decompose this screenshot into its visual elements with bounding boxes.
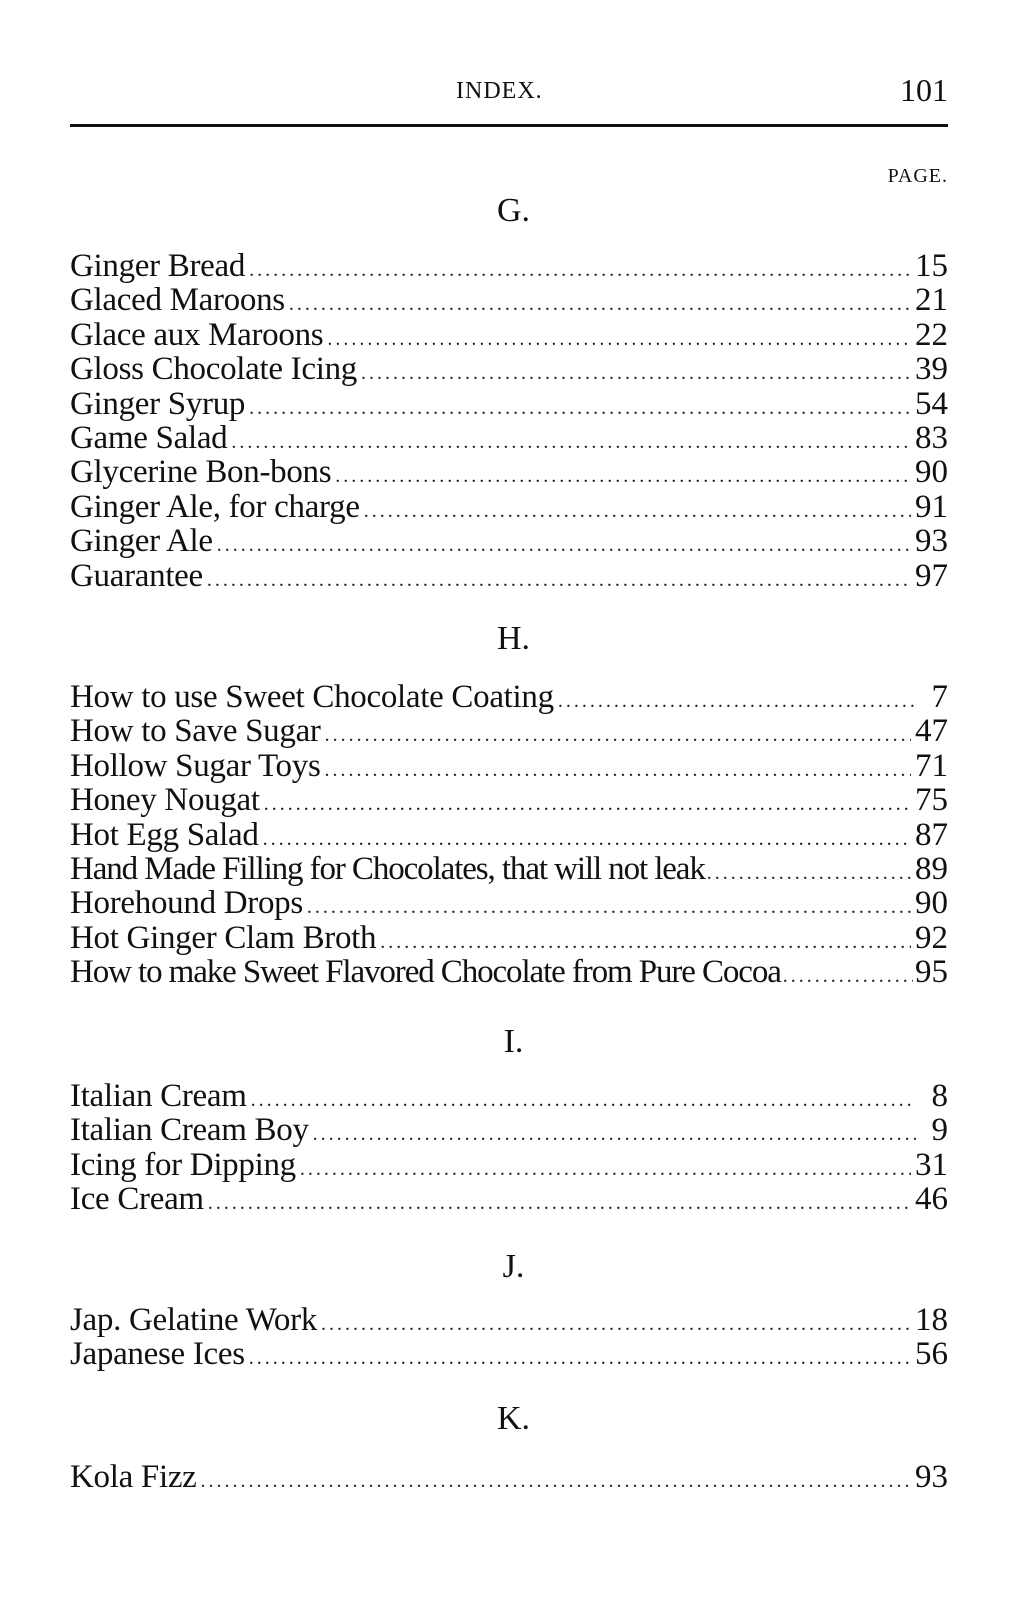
dot-leader [249, 391, 911, 425]
entry-page: 39 [915, 351, 948, 388]
index-entry [70, 714, 948, 748]
dot-leader [783, 959, 913, 993]
entry-page: 21 [915, 282, 948, 319]
section-j-entries [70, 1303, 948, 1372]
dot-leader [201, 1464, 911, 1498]
index-entry [70, 455, 948, 489]
section-h-entries [70, 680, 948, 990]
index-entry [70, 1460, 948, 1494]
index-entry [70, 490, 948, 524]
entry-page: 54 [915, 385, 948, 422]
section-i-entries [70, 1079, 948, 1217]
dot-leader [325, 753, 912, 787]
entry-page: 93 [915, 1459, 948, 1495]
dot-leader [249, 1341, 911, 1375]
dot-leader [264, 787, 911, 821]
entry-page: 89 [915, 850, 948, 887]
entry-page: 9 [931, 1112, 948, 1149]
entry-title: Hot Ginger Clam Broth [70, 919, 377, 956]
index-entry [70, 886, 948, 920]
section-letter-j: J. [502, 1248, 525, 1285]
dot-leader [327, 322, 911, 356]
dot-leader [364, 494, 911, 528]
entry-page: 90 [915, 885, 948, 922]
running-title: INDEX. [456, 78, 543, 104]
entry-page: 92 [915, 919, 948, 956]
entry-page: 93 [915, 523, 948, 560]
entry-title: Glace aux Maroons [70, 316, 324, 353]
section-letter-k: K. [496, 1400, 531, 1437]
entry-page: 7 [931, 679, 948, 715]
entry-title: Ginger Bread [70, 248, 246, 284]
page-number: 101 [900, 72, 948, 108]
entry-page: 97 [915, 557, 948, 594]
index-entry [70, 955, 948, 989]
dot-leader [335, 459, 911, 493]
index-entry [70, 749, 948, 783]
entry-page: 75 [915, 782, 948, 819]
index-entry [70, 1113, 948, 1147]
entry-page: 31 [915, 1146, 948, 1183]
entry-title: Japanese Ices [70, 1336, 245, 1373]
entry-title: Ice Cream [70, 1181, 204, 1218]
entry-title: Guarantee [70, 557, 203, 594]
index-entry [70, 352, 948, 386]
index-entry [70, 818, 948, 852]
dot-leader [207, 563, 911, 597]
index-entry [70, 680, 948, 714]
index-entry [70, 283, 948, 317]
entry-page: 71 [915, 747, 948, 784]
index-entry [70, 852, 948, 886]
dot-leader [217, 528, 911, 562]
entry-title: Icing for Dipping [70, 1146, 296, 1183]
entry-page: 22 [915, 316, 948, 353]
entry-page: 90 [915, 454, 948, 491]
entry-page: 18 [915, 1302, 948, 1338]
entry-title: Ginger Ale, for charge [70, 488, 360, 525]
entry-title: Game Salad [70, 419, 228, 456]
entry-page: 15 [915, 248, 948, 284]
dot-leader [208, 1186, 911, 1220]
entry-title: Gloss Chocolate Icing [70, 351, 357, 388]
dot-leader [249, 253, 911, 287]
dot-leader [325, 718, 911, 752]
running-header [70, 74, 948, 114]
page-column-label: PAGE. [887, 165, 948, 187]
index-entry [70, 249, 948, 283]
entry-title: Hot Egg Salad [70, 816, 259, 853]
entry-title: Italian Cream [70, 1078, 247, 1114]
entry-page: 87 [915, 816, 948, 853]
entry-page: 46 [915, 1181, 948, 1218]
entry-title: Italian Cream Boy [70, 1112, 309, 1149]
entry-title: Glycerine Bon-bons [70, 454, 332, 491]
entry-title: How to use Sweet Chocolate Coating [70, 679, 554, 715]
dot-leader [307, 890, 911, 924]
header-rule [70, 124, 948, 127]
dot-leader [313, 1117, 916, 1151]
entry-title: How to make Sweet Flavored Chocolate from Pure Cocoa [70, 954, 781, 991]
index-entry [70, 783, 948, 817]
index-entry [70, 318, 948, 352]
dot-leader [289, 287, 911, 321]
entry-page: 83 [915, 419, 948, 456]
index-entry [70, 1303, 948, 1337]
entry-title: Ginger Ale [70, 523, 213, 560]
entry-title: Hand Made Filling for Chocolates, that will not leak [70, 850, 705, 887]
entry-title: Glaced Maroons [70, 282, 285, 319]
section-letter-h: H. [496, 620, 531, 657]
entry-title: How to Save Sugar [70, 713, 321, 750]
dot-leader [321, 1307, 911, 1341]
dot-leader [707, 856, 913, 890]
entry-page: 95 [915, 954, 948, 991]
index-entry [70, 921, 948, 955]
section-k-entries [70, 1460, 948, 1494]
dot-leader [300, 1152, 911, 1186]
dot-leader [361, 356, 911, 390]
index-entry [70, 387, 948, 421]
entry-page: 47 [915, 713, 948, 750]
section-letter-g: G. [496, 192, 531, 229]
dot-leader [231, 425, 911, 459]
entry-title: Horehound Drops [70, 885, 303, 922]
entry-title: Honey Nougat [70, 782, 260, 819]
index-entry [70, 1079, 948, 1113]
index-entry [70, 1337, 948, 1371]
section-letter-i: I. [503, 1023, 524, 1060]
index-entry [70, 1182, 948, 1216]
entry-page: 8 [931, 1078, 948, 1114]
dot-leader [558, 684, 916, 718]
section-g-entries [70, 249, 948, 593]
entry-title: Jap. Gelatine Work [70, 1302, 318, 1338]
dot-leader [251, 1083, 916, 1117]
entry-page: 56 [915, 1336, 948, 1373]
index-entry [70, 559, 948, 593]
entry-title: Kola Fizz [70, 1459, 197, 1495]
entry-title: Hollow Sugar Toys [70, 747, 321, 784]
index-entry [70, 524, 948, 558]
entry-title: Ginger Syrup [70, 385, 246, 422]
index-entry [70, 421, 948, 455]
index-entry [70, 1148, 948, 1182]
entry-page: 91 [915, 488, 948, 525]
